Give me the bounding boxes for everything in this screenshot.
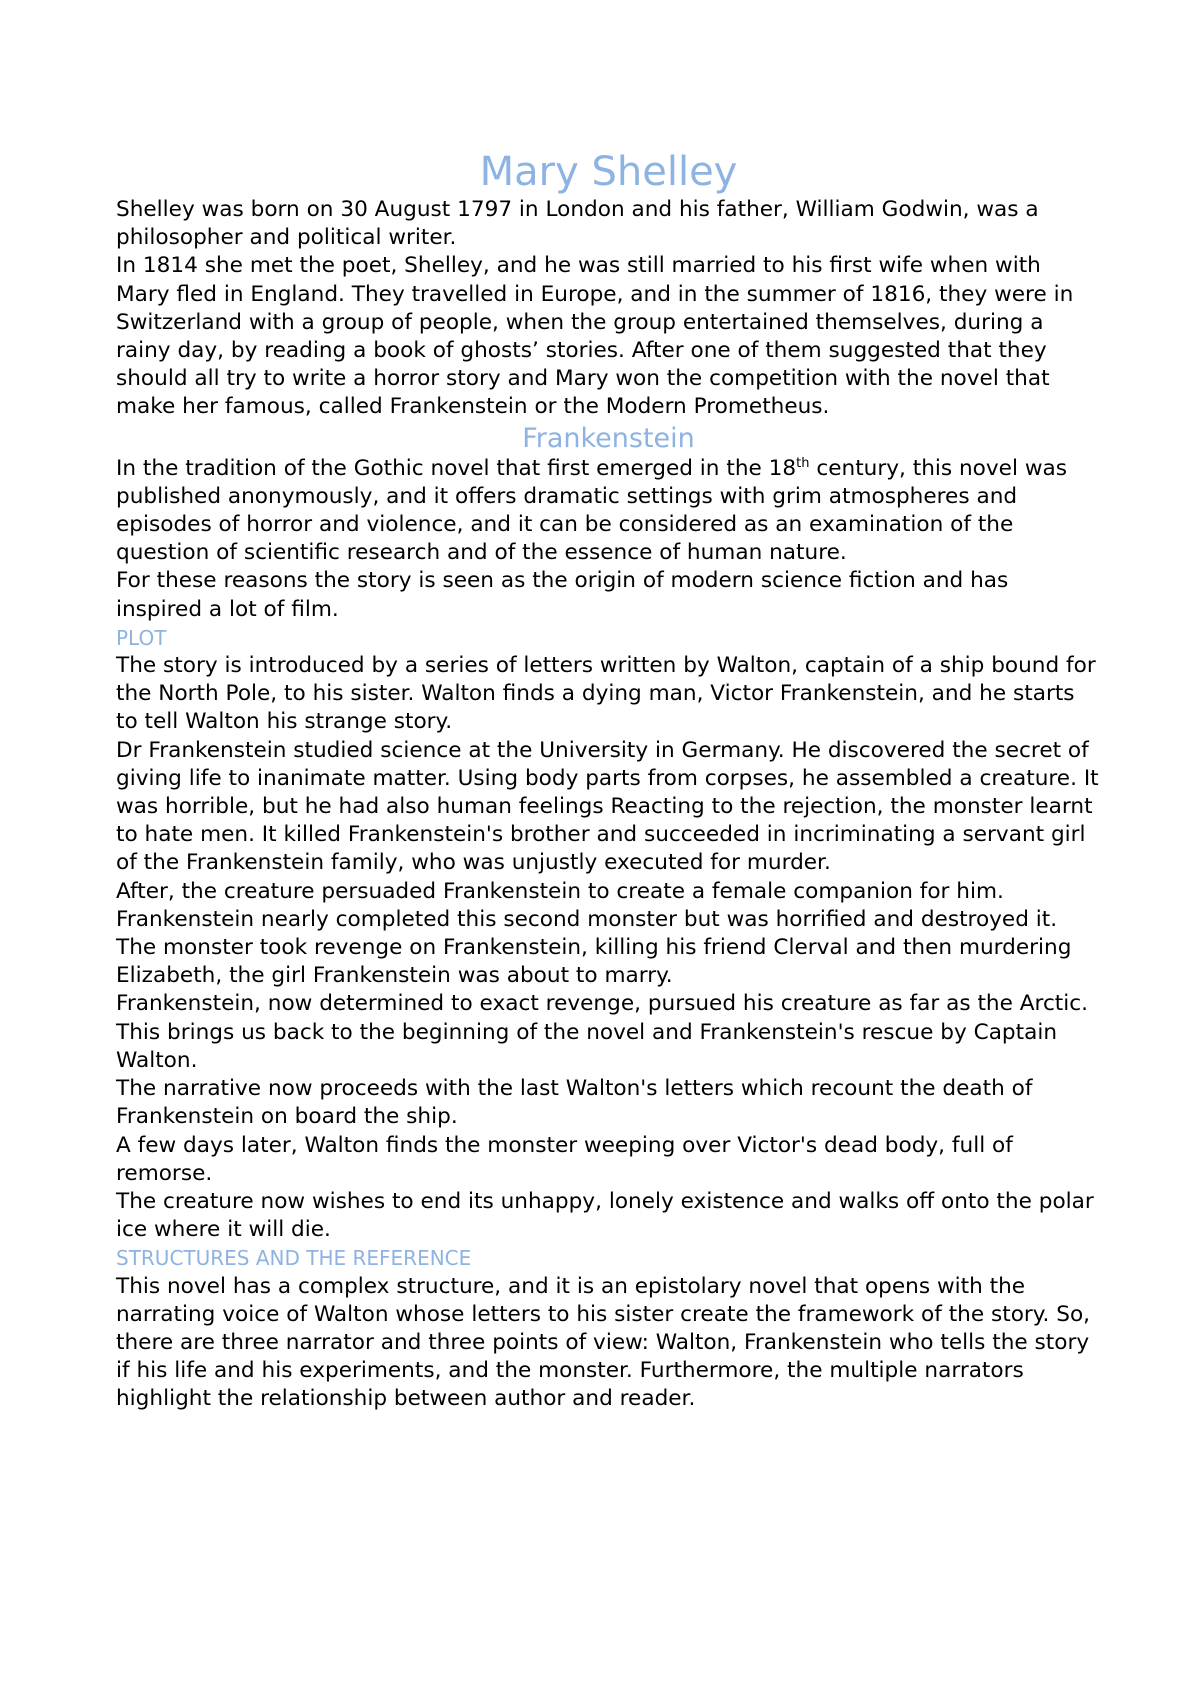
section-heading-plot: PLOT xyxy=(116,625,167,650)
frankenstein-text: In the tradition of the Gothic novel that first emerged in the 18 xyxy=(116,455,797,481)
plot-paragraph: The story is introduced by a series of letters written by Walton, captain of a ship bound for the North Pole, to his sister. Walton finds a dying man, Victor Frankenstein, and he starts to tell Walton his strange story. xyxy=(116,653,1096,735)
plot-paragraph: After, the creature persuaded Frankenstein to create a female companion for him. xyxy=(116,878,1004,904)
plot-paragraph: Frankenstein, now determined to exact revenge, pursued his creature as far as the Arctic. This brings us back to the beginning of the novel and Frankenstein's rescue by Captain Walton. xyxy=(116,991,1089,1073)
ordinal-suffix: th xyxy=(796,455,810,471)
intro-paragraph: Shelley was born on 30 August 1797 in London and his father, William Godwin, was a philosopher and political writer. xyxy=(116,197,1039,251)
section-heading-structures: STRUCTURES AND THE REFERENCE xyxy=(116,1246,472,1271)
plot-paragraph: The creature now wishes to end its unhappy, lonely existence and walks off onto the polar ice where it will die. xyxy=(116,1188,1094,1243)
document-title: Mary Shelley xyxy=(479,149,738,195)
document-page xyxy=(116,148,1101,1414)
intro-paragraph: In 1814 she met the poet, Shelley, and he was still married to his first wife when with Mary fled in England. They travelled in Europe, and in the summer of 1816, they were in Switzerland with a group of people, when the group entertained themselves, during a rainy day, by reading a book of ghosts’ stories. After one of them suggested that they should all try to write a horror story and Mary won the competition with the novel that make her famous, called Frankenstein or the Modern Prometheus. xyxy=(116,253,1074,420)
plot-paragraph: Dr Frankenstein studied science at the University in Germany. He discovered the secret of giving life to inanimate matter. Using body parts from corpses, he assembled a creature. It was horrible, but he had also human feelings Reacting to the rejection, the monster learnt to hate men. It killed Frankenstein's brother and succeeded in incriminating a servant girl of the Frankenstein family, who was unjustly executed for murder. xyxy=(116,737,1099,876)
plot-paragraph: Frankenstein nearly completed this second monster but was horrified and destroyed it. The monster took revenge on Frankenstein, killing his friend Clerval and then murdering Elizabeth, the girl Frankenstein was about to marry. xyxy=(116,906,1072,989)
plot-paragraph: A few days later, Walton finds the monster weeping over Victor's dead body, full of remorse. xyxy=(116,1132,1013,1186)
plot-paragraph: The narrative now proceeds with the last Walton's letters which recount the death of Frankenstein on board the ship. xyxy=(116,1076,1033,1130)
structures-paragraph: This novel has a complex structure, and it is an epistolary novel that opens with the narrating voice of Walton whose letters to his sister create the framework of the story. So, there are three narrator and three points of view: Walton, Frankenstein who tells the story if his life and his experiments, and the monster. Furthermore, the multiple narrators highlight the relationship between author and reader. xyxy=(116,1273,1091,1412)
frankenstein-paragraph: For these reasons the story is seen as the origin of modern science fiction and has inspired a lot of film. xyxy=(116,568,1009,622)
frankenstein-text: century, this novel was published anonymously, and it offers dramatic settings with grim atmospheres and episodes of horror and violence, and it can be considered as an examination of the question of scientific research and of the essence of human nature. xyxy=(116,455,1067,566)
section-heading-frankenstein: Frankenstein xyxy=(522,422,695,454)
frankenstein-paragraph xyxy=(116,455,1101,568)
